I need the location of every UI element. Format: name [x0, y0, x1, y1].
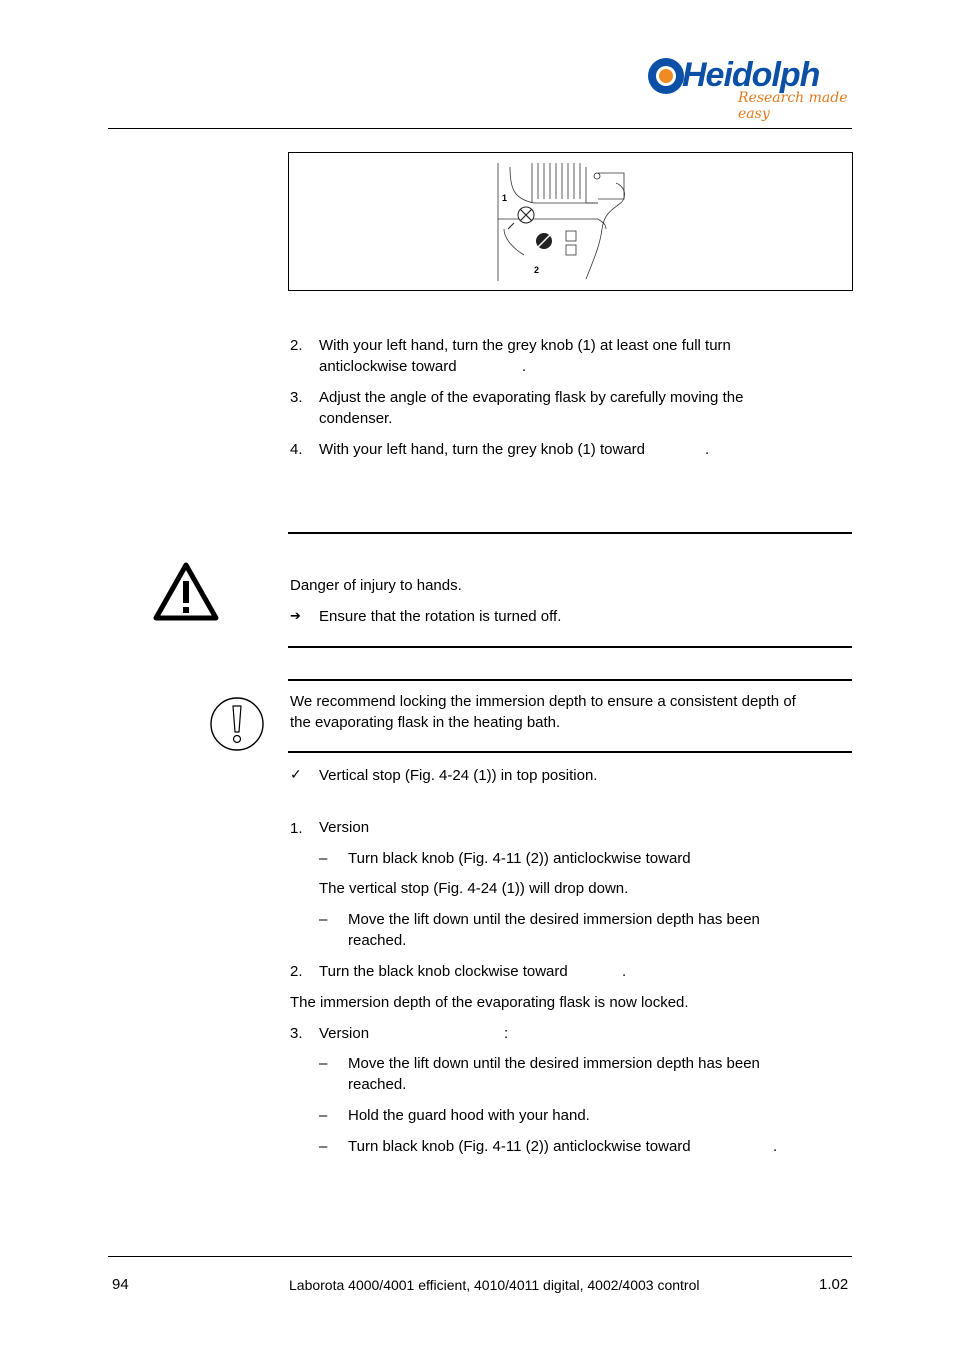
- stepb-3-sub2-text: Hold the guard hood with your hand.: [348, 1107, 590, 1124]
- footer-rule: [108, 1256, 852, 1257]
- figure-callout-1: 1: [502, 193, 508, 203]
- device-knobs-illustration: [494, 159, 654, 285]
- step-2-number: 2.: [290, 337, 303, 354]
- step-3-number: 3.: [290, 389, 303, 406]
- stepb-1-text: Version: [319, 819, 370, 836]
- figure-box: [288, 152, 853, 291]
- logo-wordmark: Heidolph: [682, 56, 820, 94]
- warning-triangle-icon: [152, 561, 220, 622]
- footer-page-number: 94: [112, 1276, 129, 1293]
- stepb-1-number: 1.: [290, 820, 303, 837]
- stepb-2-number: 2.: [290, 963, 303, 980]
- figure-callout-2: 2: [534, 265, 540, 275]
- step-2-text-end: .: [522, 358, 527, 375]
- stepb-1-result: The vertical stop (Fig. 4-24 (1)) will drop down.: [319, 880, 629, 897]
- warning-text: Danger of injury to hands.: [290, 577, 462, 594]
- logo-tagline: Research made easy: [738, 90, 848, 122]
- stepb-1-sub2-line2: reached.: [348, 932, 407, 949]
- warning-bottom-rule: [288, 646, 852, 648]
- check-icon: ✓: [290, 767, 302, 783]
- stepb-3-number: 3.: [290, 1025, 303, 1042]
- warning-top-rule: [288, 532, 852, 534]
- step-2-text-line1: With your left hand, turn the grey knob (1) at least one full turn: [319, 337, 731, 354]
- stepb-3-sub1-line2: reached.: [348, 1076, 407, 1093]
- footer-version: 1.02: [819, 1276, 849, 1293]
- note-bottom-rule: [288, 751, 852, 753]
- note-top-rule: [288, 679, 852, 681]
- note-text-line2: the evaporating flask in the heating bath.: [290, 714, 561, 731]
- stepb-1-sub1-dash: –: [319, 850, 328, 867]
- stepb-1-sub1-text: Turn black knob (Fig. 4-11 (2)) anticlockwise toward: [348, 850, 691, 867]
- stepb-2-text-end: .: [622, 963, 627, 980]
- stepb-3-text: Version: [319, 1025, 370, 1042]
- stepb-3-colon: :: [504, 1025, 509, 1042]
- stepb-3-sub3-text: Turn black knob (Fig. 4-11 (2)) anticlockwise toward: [348, 1138, 691, 1155]
- stepb-2-text: Turn the black knob clockwise toward: [319, 963, 568, 980]
- stepb-3-sub2-dash: –: [319, 1107, 328, 1124]
- step-3-text-line1: Adjust the angle of the evaporating flask by carefully moving the: [319, 389, 744, 406]
- exclamation-note-icon: [208, 696, 266, 752]
- stepb-1-sub2-dash: –: [319, 911, 328, 928]
- step-4-text: With your left hand, turn the grey knob (1) toward: [319, 441, 645, 458]
- note-text-line1: We recommend locking the immersion depth to ensure a consistent depth of: [290, 693, 796, 710]
- step-4-number: 4.: [290, 441, 303, 458]
- brand-logo: [646, 52, 856, 122]
- logo-mark-icon: [646, 56, 686, 96]
- warning-arrow-icon: ➔: [290, 609, 301, 624]
- step-3-text-line2: condenser.: [319, 410, 393, 427]
- stepb-3-sub3-dash: –: [319, 1138, 328, 1155]
- stepb-3-sub1-dash: –: [319, 1055, 328, 1072]
- header-rule: [108, 128, 852, 129]
- step-2-text-line2: anticlockwise toward: [319, 358, 457, 375]
- stepb-3-sub1-line1: Move the lift down until the desired immersion depth has been: [348, 1055, 760, 1072]
- stepb-3-sub3-end: .: [773, 1138, 778, 1155]
- stepb-1-sub2-line1: Move the lift down until the desired immersion depth has been: [348, 911, 760, 928]
- warning-action: Ensure that the rotation is turned off.: [319, 608, 562, 625]
- step-4-text-end: .: [705, 441, 710, 458]
- stepb-result: The immersion depth of the evaporating flask is now locked.: [290, 994, 689, 1011]
- footer-document-title: Laborota 4000/4001 efficient, 4010/4011 digital, 4002/4003 control: [289, 1277, 700, 1293]
- precondition-text: Vertical stop (Fig. 4-24 (1)) in top position.: [319, 767, 598, 784]
